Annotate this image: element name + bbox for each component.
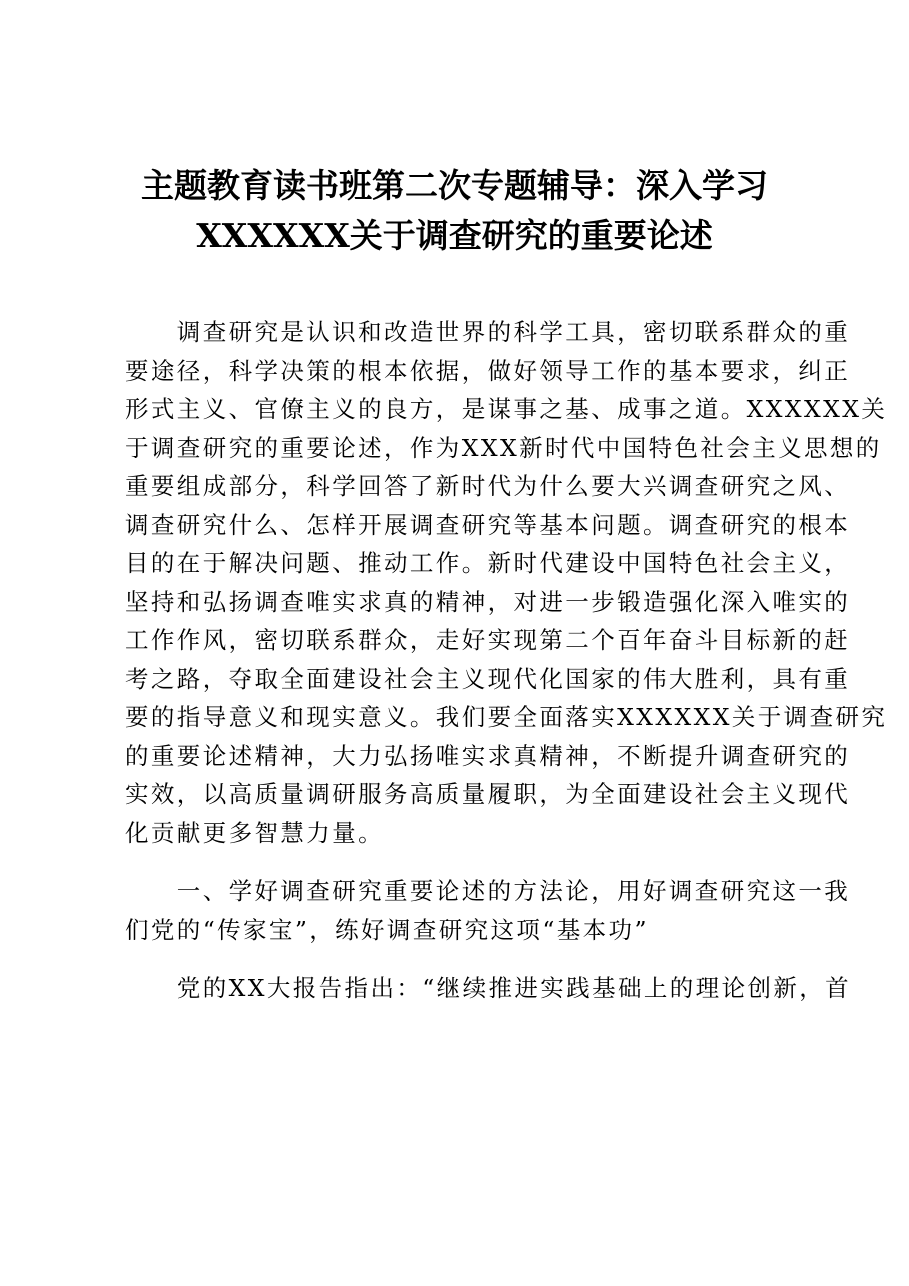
text-line: 要的指导意义和现实意义。我们要全面落实XXXXXX关于调查研究 (125, 703, 888, 731)
text-line: 工作作风，密切联系群众，走好实现第二个百年奋斗目标新的赶 (125, 626, 851, 654)
paragraph-2 (125, 969, 852, 1008)
title-line: 主题教育读书班第二次专题辅导：深入学习 (141, 166, 768, 205)
paragraph-intro (125, 313, 888, 852)
document-title (100, 161, 809, 261)
text-line: 目的在于解决问题、推动工作。新时代建设中国特色社会主义， (125, 549, 851, 577)
text-line: 于调查研究的重要论述，作为XXX新时代中国特色社会主义思想的 (125, 433, 882, 462)
text-line: 坚持和弘扬调查唯实求真的精神，对进一步锻造强化深入唯实的 (125, 587, 851, 616)
text-line: 要途径，科学决策的根本依据，做好领导工作的基本要求，纠正 (125, 356, 851, 385)
text-line: 一、学好调查研究重要论述的方法论，用好调查研究这一我 (125, 877, 851, 905)
text-line: 化贡献更多智慧力量。 (125, 818, 384, 847)
text-line: 形式主义、官僚主义的良方，是谋事之基、成事之道。XXXXXX关 (125, 395, 888, 423)
section-heading-1 (125, 872, 851, 949)
text-line: 们党的“传家宝”，练好调查研究这项“基本功” (125, 915, 649, 944)
text-line: 调查研究是认识和改造世界的科学工具，密切联系群众的重 (125, 318, 851, 346)
title-line: XXXXXX关于调查研究的重要论述 (196, 216, 713, 255)
text-line: 调查研究什么、怎样开展调查研究等基本问题。调查研究的根本 (125, 510, 851, 539)
text-line: 实效，以高质量调研服务高质量履职，为全面建设社会主义现代 (125, 780, 851, 808)
text-line: 重要组成部分，科学回答了新时代为什么要大兴调查研究之风、 (125, 472, 851, 500)
document-body (125, 313, 888, 1008)
text-line: 党的XX大报告指出：“继续推进实践基础上的理论创新，首 (125, 974, 852, 1002)
paragraph-gap (125, 852, 825, 872)
text-line: 的重要论述精神，大力弘扬唯实求真精神，不断提升调查研究的 (125, 741, 851, 770)
text-line: 考之路，夺取全面建设社会主义现代化国家的伟大胜利，具有重 (125, 664, 851, 693)
paragraph-gap (125, 949, 825, 969)
